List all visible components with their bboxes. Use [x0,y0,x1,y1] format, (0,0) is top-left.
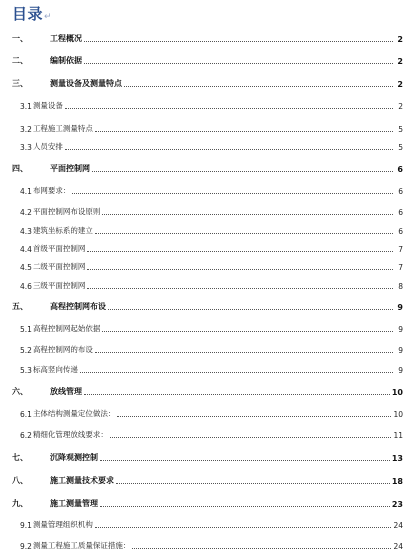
toc-section-entry[interactable] [12,52,403,66]
toc-title-text: 目录 [12,5,44,23]
toc-entry-page-number: 9 [398,366,403,375]
toc-subsection-entry[interactable] [20,182,403,196]
toc-subsection-entry[interactable] [20,222,403,236]
dot-leader [116,482,390,484]
toc-subsection-entry[interactable] [20,320,403,334]
toc-entry-label: 主体结构测量定位做法： [32,409,116,418]
toc-entry-number: 5.1 [20,325,32,334]
toc-entry-number: 三、 [12,79,28,88]
toc-subsection-entry[interactable] [20,240,403,254]
toc-subsection-entry[interactable] [20,426,403,440]
toc-section-entry[interactable] [12,495,403,509]
toc-section-entry[interactable] [12,30,403,44]
toc-subsection-entry[interactable] [20,138,403,152]
dot-leader [65,148,393,150]
toc-entry-number: 五、 [12,302,28,311]
toc-entry-page-number: 6 [397,165,403,174]
toc-entry-number: 4.1 [20,187,32,196]
toc-subsection-entry[interactable] [20,203,403,217]
dot-leader [102,213,393,215]
toc-entry-page-number: 10 [391,388,403,397]
toc-entry-page-number: 7 [398,245,403,254]
toc-subsection-entry[interactable] [20,405,403,419]
toc-section-entry[interactable] [12,472,403,486]
toc-entry-label: 测量管理组织机构 [32,520,93,529]
toc-entry-number: 六、 [12,387,28,396]
toc-entry-page-number: 9 [398,325,403,334]
toc-entry-number: 5.2 [20,346,32,355]
toc-entry-number: 二、 [12,56,28,65]
toc-entry-page-number: 5 [398,125,403,134]
dot-leader [132,547,391,549]
toc-entry-number: 4.2 [20,208,32,217]
toc-entry-page-number: 2 [397,80,403,89]
toc-entry-label: 工程概况 [50,34,82,43]
toc-entry-number: 4.3 [20,227,32,236]
toc-entry-label: 平面控制网 [50,164,90,173]
toc-entry-page-number: 6 [398,227,403,236]
dot-leader [84,40,393,42]
toc-entry-number: 6.1 [20,410,32,419]
toc-entry-label: 高程控制网的布设 [32,345,93,354]
toc-entry-number: 3.3 [20,143,32,152]
toc-entry-page-number: 5 [398,143,403,152]
dot-leader [84,62,393,64]
toc-entry-label: 测量工程施工质量保证措施： [32,541,131,550]
toc-entry-number: 9.1 [20,521,32,530]
toc-entry-number: 九、 [12,499,28,508]
toc-entry-page-number: 7 [398,263,403,272]
dot-leader [72,192,393,194]
toc-subsection-entry[interactable] [20,97,403,111]
toc-entry-page-number: 8 [398,282,403,291]
paragraph-mark-icon: ↵ [44,12,53,22]
toc-entry-label: 高程控制网起始依据 [32,324,101,333]
toc-entry-page-number: 2 [398,102,403,111]
dot-leader [100,459,390,461]
toc-subsection-entry[interactable] [20,120,403,134]
toc-entry-label: 布网要求： [32,186,71,195]
dot-leader [84,393,390,395]
toc-entry-number: 一、 [12,34,28,43]
toc-entry-label: 人员安排 [32,142,63,151]
toc-entry-page-number: 11 [393,431,403,440]
toc-entry-page-number: 2 [397,35,403,44]
toc-entry-label: 放线管理 [50,387,82,396]
dot-leader [108,308,393,310]
dot-leader [92,170,393,172]
toc-entry-number: 四、 [12,164,28,173]
dot-leader [124,85,393,87]
dot-leader [87,250,393,252]
toc-entry-number: 9.2 [20,542,32,551]
toc-section-entry[interactable] [12,160,403,174]
toc-entry-label: 建筑坐标系的建立 [32,226,93,235]
toc-entry-label: 工程施工测量特点 [32,124,93,133]
toc-entry-label: 高程控制网布设 [50,302,106,311]
toc-entry-page-number: 24 [393,521,403,530]
dot-leader [110,436,392,438]
toc-subsection-entry[interactable] [20,361,403,375]
toc-subsection-entry[interactable] [20,516,403,530]
toc-entry-number: 4.6 [20,282,32,291]
dot-leader [100,505,390,507]
toc-subsection-entry[interactable] [20,277,403,291]
dot-leader [87,268,393,270]
toc-entry-page-number: 9 [397,303,403,312]
toc-entry-label: 测量设备 [32,101,63,110]
toc-entry-number: 3.1 [20,102,32,111]
toc-section-entry[interactable] [12,449,403,463]
toc-entry-page-number: 9 [398,346,403,355]
toc-entry-label: 施工测量管理 [50,499,98,508]
dot-leader [117,415,391,417]
dot-leader [65,107,393,109]
toc-subsection-entry[interactable] [20,258,403,272]
toc-entry-label: 标高竖向传递 [32,365,78,374]
toc-entry-page-number: 24 [393,542,403,551]
toc-subsection-entry[interactable] [20,341,403,355]
dot-leader [80,371,393,373]
toc-subsection-entry[interactable] [20,537,403,551]
toc-entry-page-number: 6 [398,208,403,217]
toc-entry-number: 5.3 [20,366,32,375]
dot-leader [95,351,393,353]
toc-section-entry[interactable] [12,298,403,312]
toc-entry-number: 八、 [12,476,28,485]
toc-entry-label: 精细化管理放线要求： [32,430,108,439]
toc-section-entry[interactable] [12,383,403,397]
toc-entry-label: 平面控制网布设原则 [32,207,101,216]
toc-entry-label: 测量设备及测量特点 [50,79,122,88]
dot-leader [95,526,392,528]
toc-entry-label: 二级平面控制网 [32,262,86,271]
dot-leader [102,330,393,332]
toc-entry-number: 七、 [12,453,28,462]
toc-entry-number: 4.5 [20,263,32,272]
toc-entry-label: 三级平面控制网 [32,281,86,290]
toc-section-entry[interactable] [12,75,403,89]
toc-entry-page-number: 18 [391,477,403,486]
toc-entry-number: 3.2 [20,125,32,134]
dot-leader [87,287,393,289]
dot-leader [95,232,393,234]
toc-entry-label: 编制依据 [50,56,82,65]
toc-entry-label: 首级平面控制网 [32,244,86,253]
toc-entry-page-number: 10 [393,410,403,419]
toc-entry-number: 6.2 [20,431,32,440]
toc-entry-label: 施工测量技术要求 [50,476,114,485]
dot-leader [95,130,393,132]
toc-entry-page-number: 23 [391,500,403,509]
toc-entry-number: 4.4 [20,245,32,254]
toc-entry-page-number: 6 [398,187,403,196]
toc-entry-page-number: 13 [391,454,403,463]
toc-entry-label: 沉降观测控制 [50,453,98,462]
toc-entry-page-number: 2 [397,57,403,66]
